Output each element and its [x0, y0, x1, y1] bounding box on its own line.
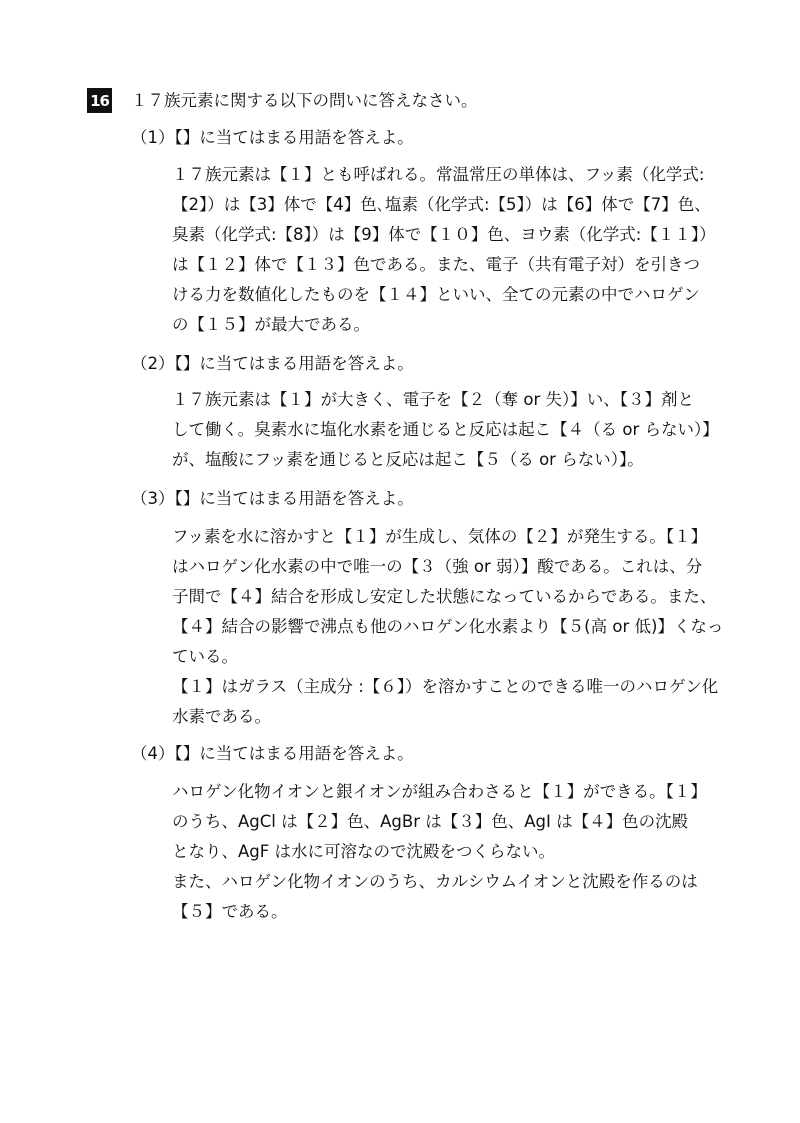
text-line: フッ素を水に溶かすと【１】が生成し、気体の【２】が発生する。【１】 [172, 527, 708, 546]
text-line: はハロゲン化水素の中で唯一の【３（強 or 弱）】酸である。これは、分 [172, 557, 703, 576]
text-line: 臭素（化学式:【8】）は【9】体で【１０】色、ヨウ素（化学式:【１１】） [172, 225, 716, 244]
text-line: 子間で【４】結合を形成し安定した状態になっているからである。また、 [172, 587, 717, 606]
text-line: して働く。臭素水に塩化水素を通じると反応は起こ【４（る or らない）】 [172, 420, 719, 439]
text-line: の【１５】が最大である。 [172, 315, 370, 334]
question-number-badge: 16 [87, 88, 112, 113]
subquestion-3-text [172, 522, 732, 732]
subquestion-4-heading: （4）【】に当てはまる用語を答えよ。 [131, 744, 414, 763]
subquestion-2-heading: （2）【】に当てはまる用語を答えよ。 [131, 354, 414, 373]
text-line: 【2】）は【3】体で【4】色､塩素（化学式:【5】）は【6】体で【7】色、 [172, 195, 711, 214]
text-line: ける力を数値化したものを【１４】といい、全ての元素の中でハロゲン [172, 285, 700, 304]
subquestion-3-heading: （3）【】に当てはまる用語を答えよ。 [131, 489, 414, 508]
text-line: のうち、AgCl は【２】色、AgBr は【３】色、AgI は【４】色の沈殿 [172, 812, 689, 831]
text-line: １７族元素は【１】が大きく、電子を【２（奪 or 失）】い、【３】剤と [172, 390, 695, 409]
text-line: ハロゲン化物イオンと銀イオンが組み合わさると【１】ができる。【１】 [172, 782, 707, 801]
text-line: 水素である。 [172, 707, 271, 726]
subquestion-4-text [172, 777, 732, 927]
text-line: 【４】結合の影響で沸点も他のハロゲン化水素より【５(高 or 低)】くなっ [172, 617, 724, 636]
text-line: また、ハロゲン化物イオンのうち、カルシウムイオンと沈殿を作るのは [172, 872, 698, 891]
text-line: 【１】はガラス（主成分 :【６】）を溶かすことのできる唯一のハロゲン化 [172, 677, 719, 696]
text-line: は【１２】体で【１３】色である。また、電子（共有電子対）を引きつ [172, 255, 700, 274]
text-line: １７族元素は【１】とも呼ばれる。常温常圧の単体は、フッ素（化学式: [172, 165, 705, 184]
subquestion-1-text [172, 160, 732, 340]
text-line: となり、AgF は水に可溶なので沈殿をつくらない。 [172, 842, 555, 861]
text-line: が、塩酸にフッ素を通じると反応は起こ【５（る or らない）】。 [172, 450, 644, 469]
text-line: ている。 [172, 647, 238, 666]
subquestion-1-heading: （1）【】に当てはまる用語を答えよ。 [131, 128, 414, 147]
text-line: 【５】である。 [172, 902, 288, 921]
question-title: １７族元素に関する以下の問いに答えなさい。 [131, 91, 478, 110]
subquestion-2-text [172, 385, 732, 475]
